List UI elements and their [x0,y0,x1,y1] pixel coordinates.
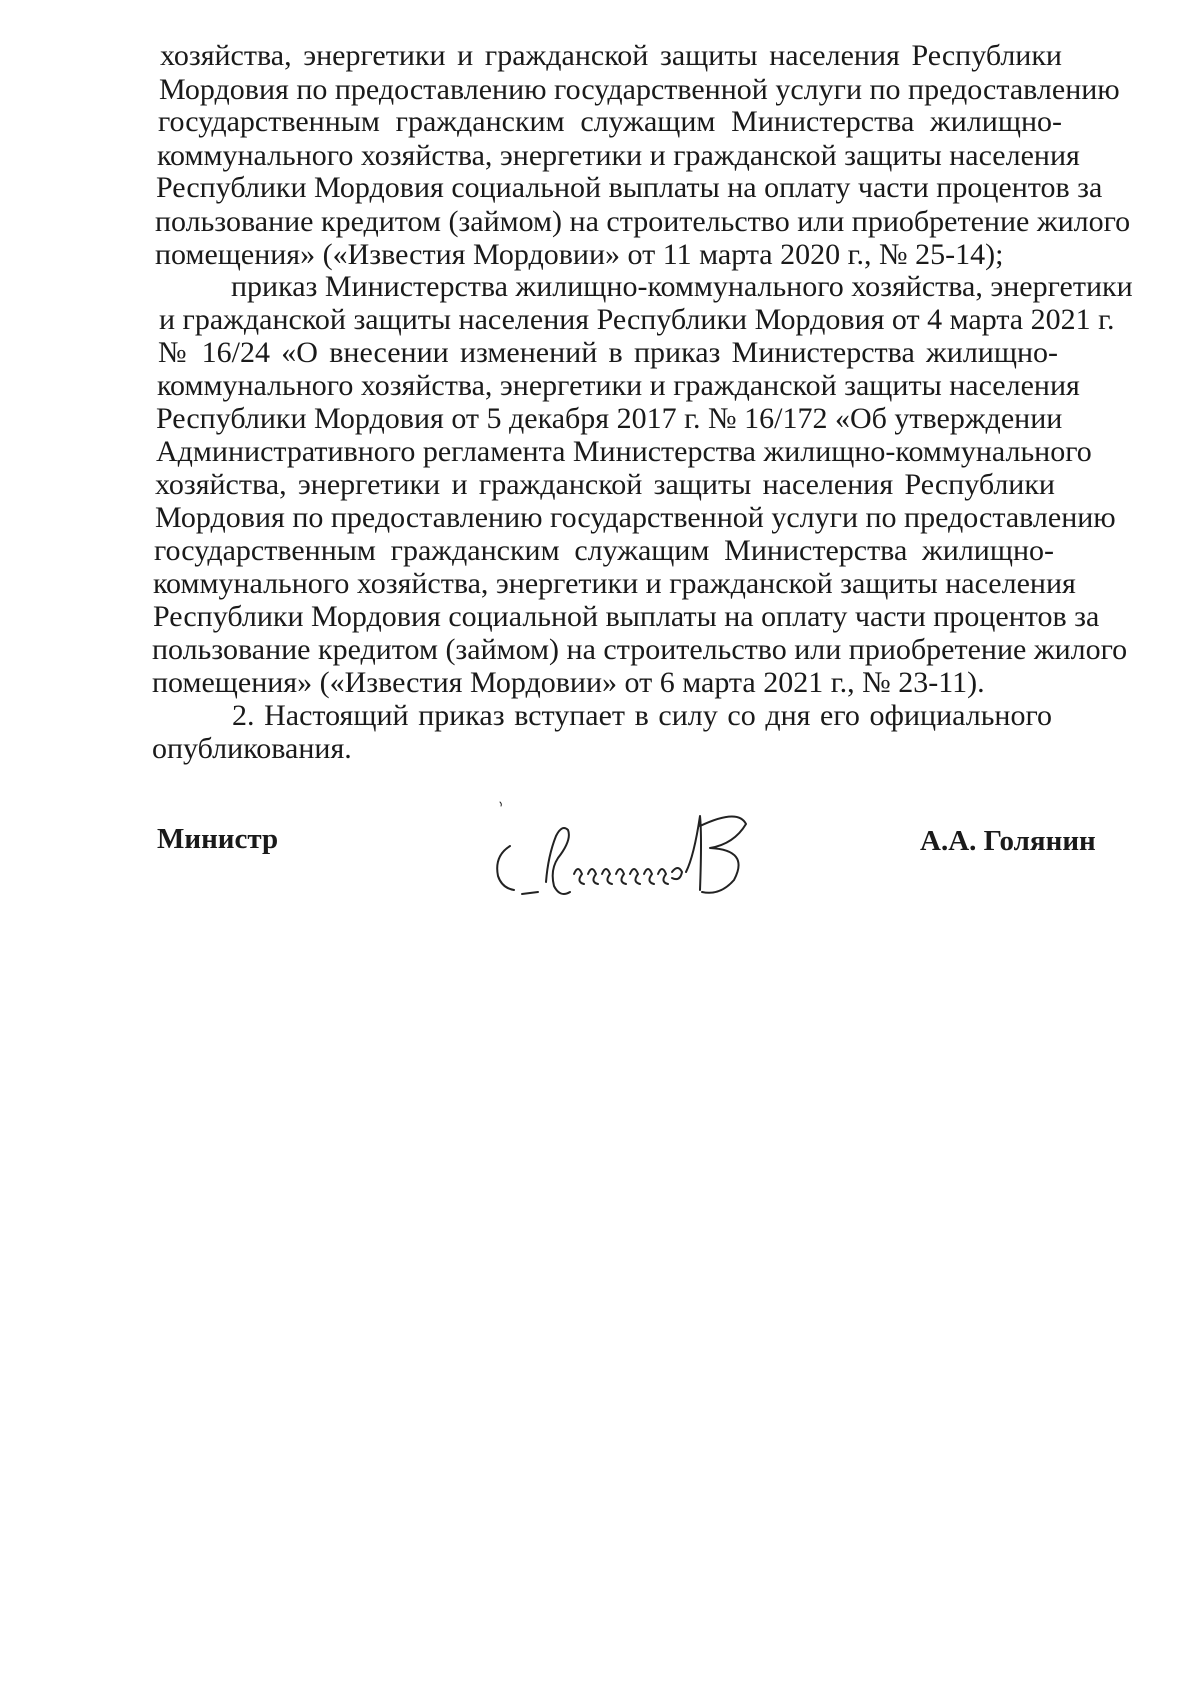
handwritten-signature [488,796,768,911]
paragraph-line: опубликования. [152,732,352,765]
paragraph-line: коммунального хозяйства, энергетики и гражданской защиты населения [157,139,1080,172]
paragraph-line: № 16/24 «О внесении изменений в приказ Министерства жилищно- [158,336,1058,369]
paragraph-line: коммунального хозяйства, энергетики и гражданской защиты населения [153,567,1076,600]
paragraph-line: государственным гражданским служащим Министерства жилищно- [158,105,1062,138]
paragraph-line: приказ Министерства жилищно-коммунального хозяйства, энергетики [231,270,1133,303]
paragraph-line: коммунального хозяйства, энергетики и гражданской защиты населения [157,369,1080,402]
paragraph-line: помещения» («Известия Мордовии» от 6 марта 2021 г., № 23-11). [152,666,985,699]
paragraph-line: Республики Мордовия социальной выплаты на оплату части процентов за [153,600,1100,633]
paragraph-line: Мордовия по предоставлению государственной услуги по предоставлению [155,501,1116,534]
paragraph-line: 2. Настоящий приказ вступает в силу со дня его официального [232,699,1052,732]
paragraph-line: хозяйства, энергетики и гражданской защиты населения Республики [155,468,1055,501]
paragraph-line: хозяйства, энергетики и гражданской защиты населения Республики [160,39,1062,72]
paragraph-line: пользование кредитом (займом) на строительство или приобретение жилого [155,205,1131,238]
paragraph-line: Мордовия по предоставлению государственной услуги по предоставлению [159,73,1120,106]
paragraph-line: пользование кредитом (займом) на строительство или приобретение жилого [152,633,1128,666]
paragraph-line: помещения» («Известия Мордовии» от 11 марта 2020 г., № 25-14); [155,238,1004,271]
paragraph-line: Республики Мордовия от 5 декабря 2017 г. № 16/172 «Об утверждении [156,402,1063,435]
position-title: Министр [157,823,279,855]
paragraph-line: государственным гражданским служащим Министерства жилищно- [154,534,1054,567]
paragraph-line: Республики Мордовия социальной выплаты на оплату части процентов за [156,171,1103,204]
signer-name: А.А. Голянин [920,825,1096,857]
paragraph-line: и гражданской защиты населения Республики Мордовия от 4 марта 2021 г. [159,303,1115,336]
paragraph-line: Административного регламента Министерства жилищно-коммунального [156,435,1092,468]
